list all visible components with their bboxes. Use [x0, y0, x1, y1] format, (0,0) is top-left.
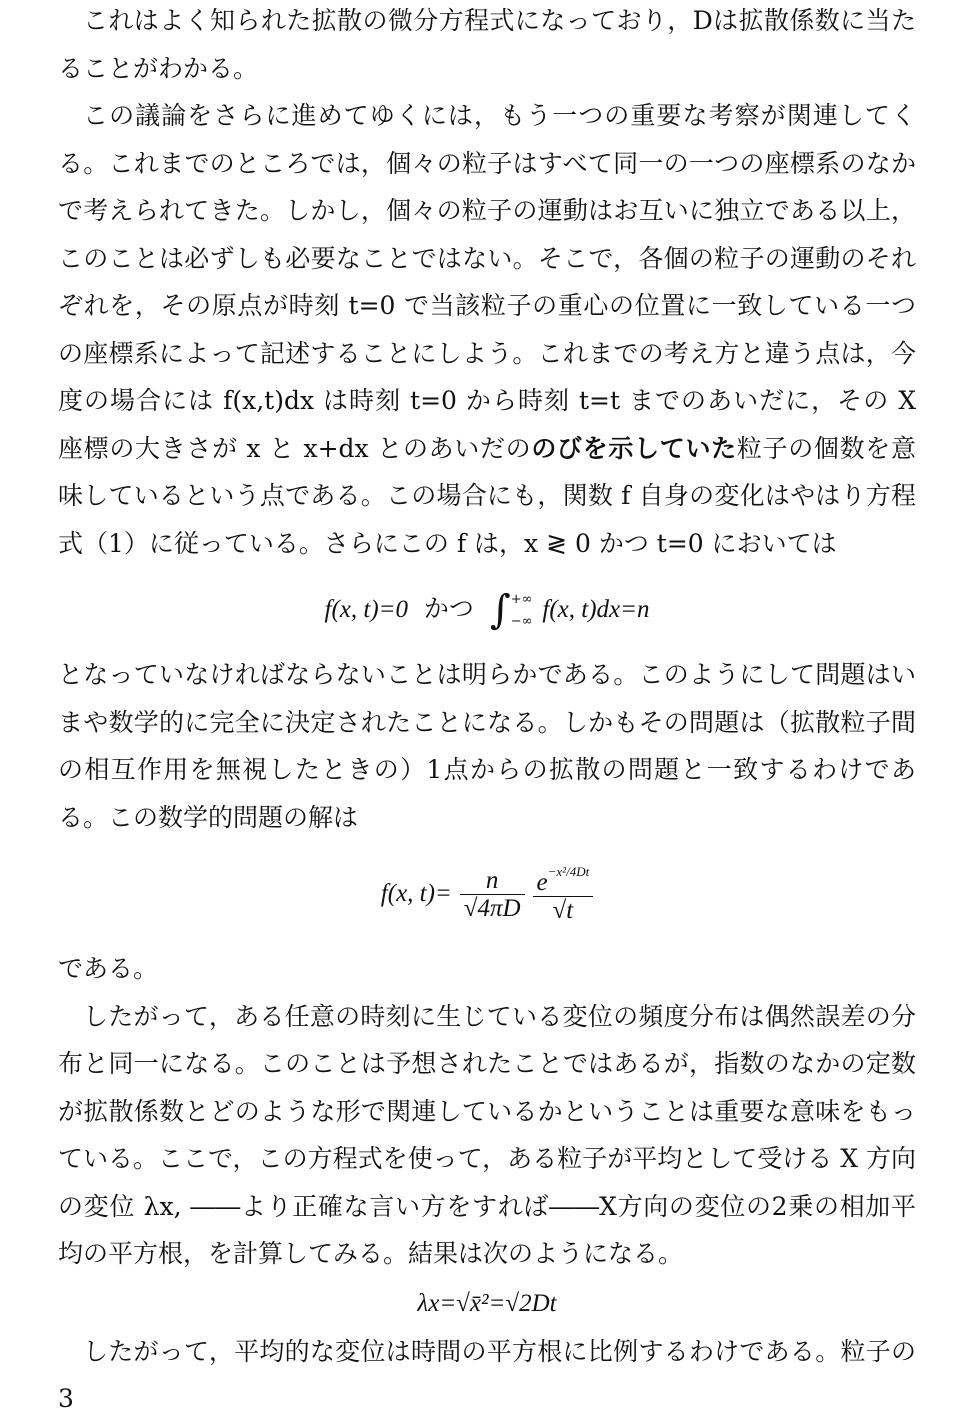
eq2-exp-base: e [536, 868, 548, 896]
eq1-left: f(x, t)=0 [324, 596, 409, 623]
equation-boundary-conditions [58, 567, 916, 651]
integral-upper-limit: +∞ [510, 591, 533, 607]
paragraph-6: したがって，平均的な変位は時間の平方根に比例するわけである。粒子の3 [58, 1336, 916, 1413]
eq2-left: f(x, t)= [380, 880, 452, 907]
eq1-connector: かつ [423, 594, 474, 623]
integral-lower-limit: −∞ [510, 613, 533, 629]
eq2-exponent: −x²/4Dt [547, 863, 590, 879]
paragraph-2-bold: のびを示していた [531, 433, 737, 463]
eq3-expression: λx=√x̄²=√2Dt [417, 1289, 557, 1317]
eq2-denominator-2: √t [552, 897, 574, 924]
eq2-fraction-2 [533, 865, 594, 925]
eq2-numerator-2 [533, 865, 594, 898]
eq2-numerator-1: n [460, 867, 525, 896]
paragraph-2-tail: 粒子の個数を意味しているという点である。この場合にも，関数 f 自身の変化はやはり方程式（1）に従っている。さらにこの f は，x ≷ 0 かつ t=0 においては [58, 433, 916, 558]
eq2-fraction-1 [460, 867, 525, 923]
paragraph-4: である。 [58, 954, 159, 983]
equation-solution [58, 841, 916, 945]
paragraph-2 [58, 92, 916, 567]
integral-sign: ∫ [489, 587, 511, 633]
eq1-right: f(x, t)dx=n [542, 596, 650, 623]
paragraph-3: となっていなければならないことは明らかである。このようにして問題はいまや数学的に完全に決定されたことになる。しかもその問題は（拡散粒子間の相互作用を無視したときの）1点からの拡散の問題と一致するわけである。この数学的問題の解は [58, 660, 916, 832]
integral-limits [511, 589, 533, 633]
eq2-denominator-1: √4πD [463, 895, 521, 922]
equation-mean-displacement [58, 1278, 916, 1328]
paragraph-1: これはよく知られた拡散の微分方程式になっており，Dは拡散係数に当たることがわかる。 [58, 6, 916, 83]
paragraph-5: したがって，ある任意の時刻に生じている変位の頻度分布は偶然誤差の分布と同一になる。このことは予想されたことではあるが，指数のなかの定数が拡散係数とどのような形で関連しているかということは重要な意味をもっている。ここで，この方程式を使って，ある粒子が平均として受ける X 方向の変位 λx, ――より正確な言い方をすれば――X方向の変位の2乗の相加平均の平方根，を計算してみる。結果は次のようになる。 [58, 1001, 916, 1268]
paragraph-2-text: この議論をさらに進めてゆくには，もう一つの重要な考察が関連してくる。これまでのところでは，個々の粒子はすべて同一の一つの座標系のなかで考えられてきた。しかし，個々の粒子の運動はお互いに独立である以上，このことは必ずしも必要なことではない。そこで，各個の粒子の運動のそれぞれを，その原点が時刻 t=0 で当該粒子の重心の位置に一致している一つの座標系によって記述することにしよう。これまでの考え方と違う点は，今度の場合には f(x,t)dx は時刻 t=0 から時刻 t=t までのあいだに，その X 座標の大きさが x と x+dx とのあいだの [58, 101, 916, 463]
